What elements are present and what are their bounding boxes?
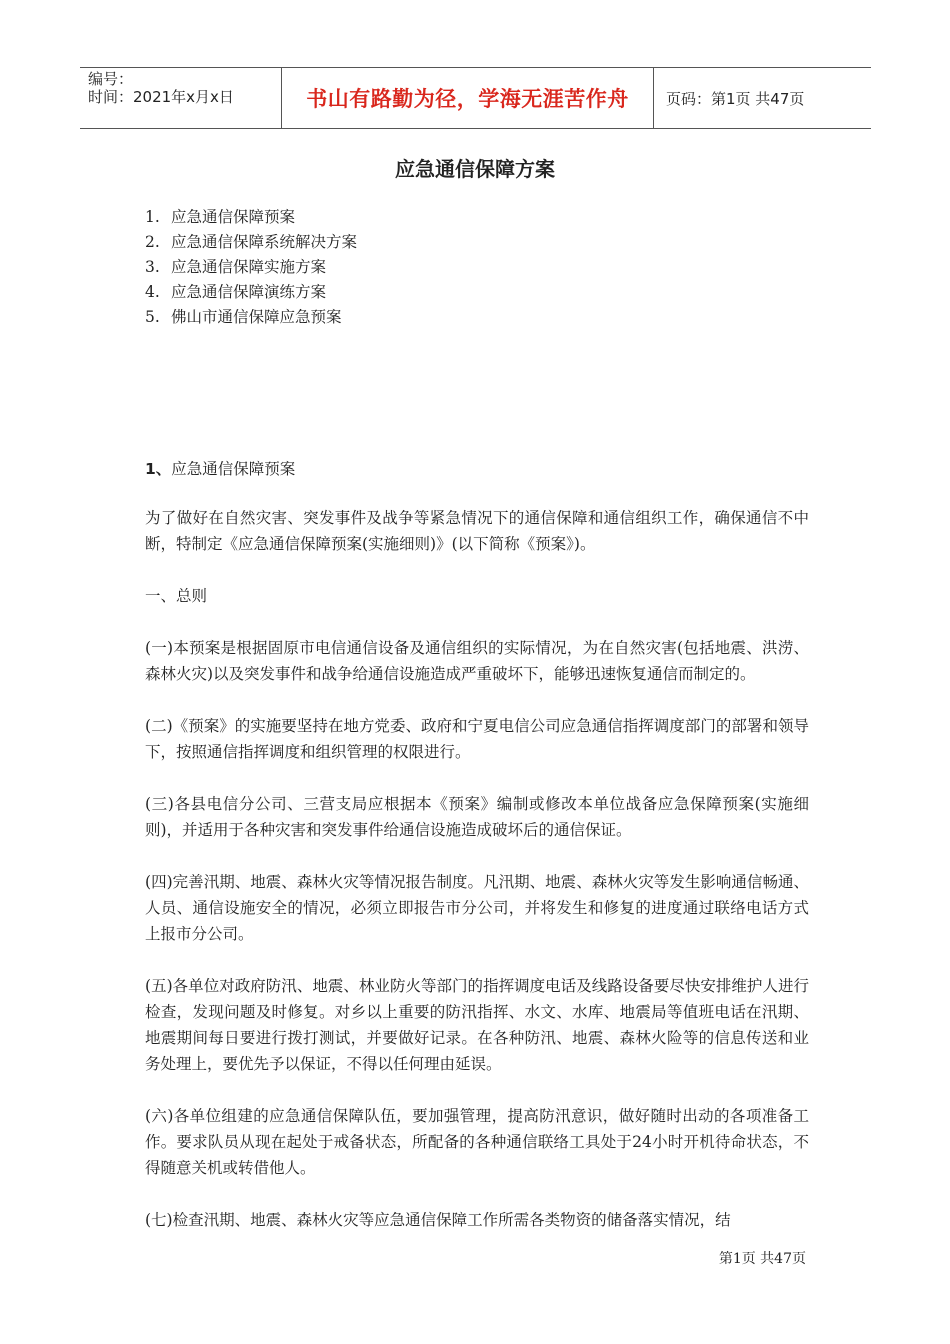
page-footer: 第1页 共47页 (718, 1251, 806, 1267)
time-label: 时间：2021年x月x日 (88, 88, 234, 106)
document-header (80, 67, 871, 129)
header-meta (80, 68, 282, 128)
paragraph: (一)本预案是根据固原市电信通信设备及通信组织的实际情况，为在自然灾害(包括地震、洪涝、森林火灾)以及突发事件和战争给通信设施造成严重破坏下，能够迅速恢复通信而制定的。 (145, 639, 809, 683)
paragraph: (二)《预案》的实施要坚持在地方党委、政府和宁夏电信公司应急通信指挥调度部门的部署和领导下，按照通信指挥调度和组织管理的权限进行。 (145, 717, 809, 761)
toc-item: 3. 应急通信保障实施方案 (145, 258, 327, 276)
paragraph: (三)各县电信分公司、三营支局应根据本《预案》编制或修改本单位战备应急保障预案(实施细则)，并适用于各种灾害和突发事件给通信设施造成破坏后的通信保证。 (145, 795, 809, 839)
paragraph: 为了做好在自然灾害、突发事件及战争等紧急情况下的通信保障和通信组织工作，确保通信不中断，特制定《应急通信保障预案(实施细则)》(以下简称《预案》)。 (145, 509, 809, 553)
header-motto: 书山有路勤为径，学海无涯苦作舟 (282, 68, 654, 128)
paragraph: (七)检查汛期、地震、森林火灾等应急通信保障工作所需各类物资的储备落实情况，结 (145, 1211, 731, 1229)
paragraph: (六)各单位组建的应急通信保障队伍，要加强管理，提高防汛意识，做好随时出动的各项准备工作。要求队员从现在起处于戒备状态，所配备的各种通信联络工具处于24小时开机待命状态，不得随意关机或转借他人。 (145, 1107, 809, 1177)
paragraph: (四)完善汛期、地震、森林火灾等情况报告制度。凡汛期、地震、森林火灾等发生影响通信畅通、人员、通信设施安全的情况，必须立即报告市分公司，并将发生和修复的进度通过联络电话方式上报市分公司。 (145, 873, 809, 943)
serial-label: 编号： (88, 70, 134, 88)
header-page-info: 页码：第1页 共47页 (666, 89, 805, 108)
document-title: 应急通信保障方案 (395, 157, 555, 181)
toc-item: 1. 应急通信保障预案 (145, 208, 296, 226)
paragraph: 一、总则 (145, 587, 208, 605)
paragraph: (五)各单位对政府防汛、地震、林业防火等部门的指挥调度电话及线路设备要尽快安排维护人进行检查，发现问题及时修复。对乡以上重要的防汛指挥、水文、水库、地震局等值班电话在汛期、地震期间每日要进行拨打测试，并要做好记录。在各种防汛、地震、森林火险等的信息传送和业务处理上，要优先予以保证，不得以任何理由延误。 (145, 977, 809, 1073)
toc-item: 5. 佛山市通信保障应急预案 (145, 308, 342, 326)
section-heading: 1、应急通信保障预案 (145, 460, 296, 478)
toc-item: 4. 应急通信保障演练方案 (145, 283, 327, 301)
table-of-contents (145, 205, 357, 330)
toc-item: 2. 应急通信保障系统解决方案 (145, 233, 358, 251)
body-text (145, 505, 809, 1259)
